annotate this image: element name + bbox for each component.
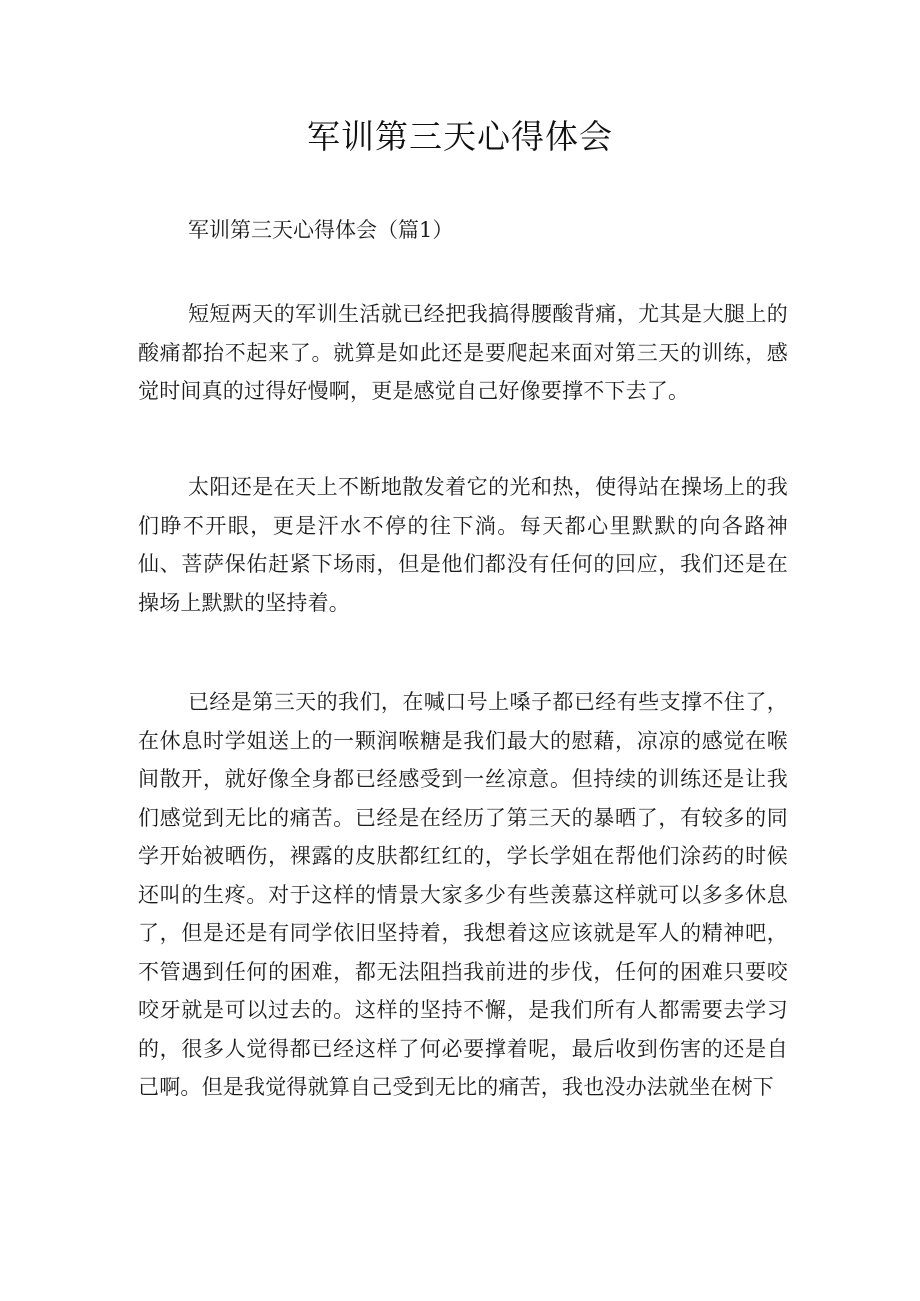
- paragraph-2: 太阳还是在天上不断地散发着它的光和热，使得站在操场上的我们睁不开眼，更是汗水不停的往下淌。每天都心里默默的向各路神仙、菩萨保佑赶紧下场雨，但是他们都没有任何的回应，我们还是在操场上默默的坚持着。: [138, 475, 788, 615]
- section-heading: 军训第三天心得体会（篇1）: [188, 218, 454, 242]
- paragraph-3: 已经是第三天的我们，在喊口号上嗓子都已经有些支撑不住了，在休息时学姐送上的一颗润喉糖是我们最大的慰藉，凉凉的感觉在喉间散开，就好像全身都已经感受到一丝凉意。但持续的训练还是让我们感觉到无比的痛苦。已经是在经历了第三天的暴晒了，有较多的同学开始被晒伤，裸露的皮肤都红红的，学长学姐在帮他们涂药的时候还叫的生疼。对于这样的情景大家多少有些羡慕这样就可以多多休息了，但是还是有同学依旧坚持着，我想着这应该就是军人的精神吧，不管遇到任何的困难，都无法阻挡我前进的步伐，任何的困难只要咬咬牙就是可以过去的。这样的坚持不懈，是我们所有人都需要去学习的，很多人觉得都已经这样了何必要撑着呢，最后收到伤害的还是自己啊。但是我觉得就算自己受到无比的痛苦，我也没办法就坐在树下: [138, 690, 788, 1099]
- document-title: 军训第三天心得体会: [307, 117, 613, 156]
- paragraph-1: 短短两天的军训生活就已经把我搞得腰酸背痛，尤其是大腿上的酸痛都抬不起来了。就算是如此还是要爬起来面对第三天的训练，感觉时间真的过得好慢啊，更是感觉自己好像要撑不下去了。: [138, 302, 788, 403]
